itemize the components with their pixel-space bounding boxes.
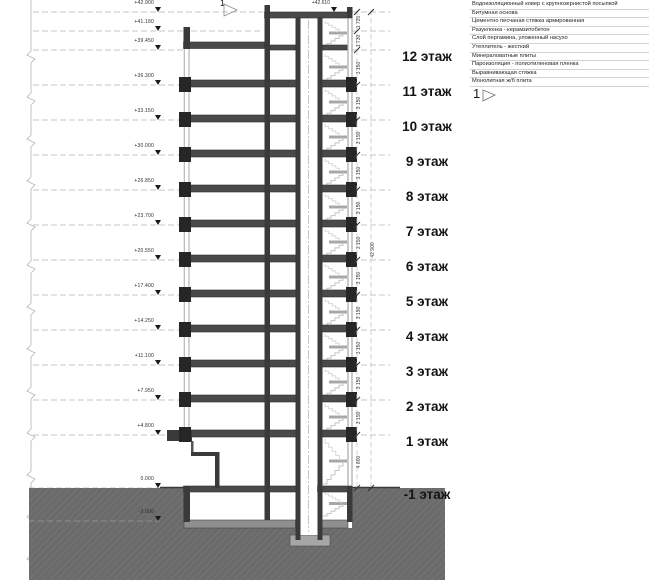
elevation-mark-arrow-icon	[155, 325, 161, 330]
floor-slab	[189, 255, 300, 262]
floor-slab	[189, 150, 300, 157]
stair-flight	[323, 504, 343, 516]
roof-legend	[470, 1, 649, 87]
stair-half-landing	[329, 311, 347, 314]
elevator-shaft-wall	[318, 17, 323, 540]
stair-flight	[323, 103, 343, 116]
stair-half-landing	[329, 276, 347, 279]
stair-half-landing	[329, 66, 347, 69]
stair-flight	[325, 299, 343, 310]
floor-slab	[189, 290, 300, 297]
ground-hatch-left	[29, 488, 184, 580]
bulkhead-roof-slab	[265, 12, 353, 18]
left-wall-spandrel-block	[179, 77, 191, 92]
elevation-mark-arrow-icon	[155, 483, 161, 488]
floor-label: 6 этаж	[405, 259, 449, 274]
right-parapet	[347, 7, 353, 18]
dimension-label: 3 150	[356, 201, 362, 214]
legend-item: Битумная основа	[470, 10, 649, 19]
floor-label: 1 этаж	[405, 434, 449, 449]
stair-half-landing	[329, 241, 347, 244]
floor-label: 7 этаж	[405, 224, 449, 239]
stair-flight	[325, 229, 343, 241]
left-wall-spandrel-block	[179, 357, 191, 372]
foundation-slab	[184, 520, 296, 528]
floor-label: 12 этаж	[402, 49, 452, 64]
elevation-mark-label: 0.000	[140, 476, 154, 482]
roof-elevation-mark: +42.610	[311, 0, 330, 6]
stair-half-landing	[329, 460, 347, 463]
floor-label: -1 этаж	[403, 487, 451, 502]
stair-half-landing	[329, 32, 347, 35]
stair-flight	[323, 34, 343, 47]
floor-label: 5 этаж	[405, 294, 449, 309]
dimension-label: 3 150	[356, 131, 362, 144]
detail-callout-flag-icon	[223, 3, 241, 19]
stair-half-landing	[329, 101, 347, 104]
legend-item: Слой пергамина, уложенный насухо	[470, 35, 649, 44]
left-wall-spandrel-block	[179, 252, 191, 267]
stair-flight	[325, 194, 343, 206]
dimension-label: 1 720	[356, 15, 362, 28]
elevation-mark-arrow-icon	[155, 290, 161, 295]
right-wall-basement	[347, 486, 353, 522]
floor-slab	[189, 220, 300, 227]
legend-item: Водоизоляционный ковер с крупнозернистой посыпкой	[470, 1, 649, 10]
floor-label: 11 этаж	[402, 84, 452, 99]
left-wall-basement	[184, 486, 191, 522]
floor-slab	[189, 325, 300, 332]
right-wall-spandrel-block	[346, 287, 357, 302]
legend-detail-flag-icon	[482, 89, 498, 103]
stair-flight	[323, 347, 343, 361]
left-wall-spandrel-block	[179, 322, 191, 337]
vestibule-slab	[191, 452, 219, 456]
left-wall-spandrel-block	[179, 427, 191, 442]
dimension-label: 3 150	[356, 61, 362, 74]
dimension-label: 1 730	[356, 34, 362, 47]
elevation-mark-arrow-icon	[155, 220, 161, 225]
elevation-mark-label: +33.150	[134, 108, 154, 114]
interior-wall	[265, 5, 271, 520]
elevation-mark-arrow-icon	[155, 395, 161, 400]
stair-half-landing	[329, 381, 347, 384]
stair-half-landing	[329, 502, 347, 505]
stair-flight	[323, 462, 343, 485]
elevation-mark-label: +23.700	[134, 213, 154, 219]
stair-half-landing	[329, 206, 347, 209]
left-wall-spandrel-block	[179, 287, 191, 302]
stair-flight	[325, 21, 343, 32]
elevation-mark-arrow-icon	[155, 360, 161, 365]
stair-flight	[325, 54, 343, 65]
stair-half-landing	[329, 416, 347, 419]
elevation-mark-arrow-icon	[155, 430, 161, 435]
vestibule-wall	[191, 441, 194, 453]
elevator-shaft-void	[301, 18, 318, 535]
floor-slab	[189, 185, 300, 192]
right-wall-spandrel-block	[346, 427, 357, 442]
right-wall-spandrel-block	[346, 252, 357, 267]
right-wall-spandrel-block	[346, 322, 357, 337]
floor-slab	[323, 45, 348, 50]
right-wall-spandrel-block	[346, 147, 357, 162]
stair-flight	[325, 264, 343, 275]
floor-slab	[270, 45, 296, 50]
legend-item: Монолитная ж/б плита	[470, 78, 649, 87]
stair-flight	[323, 312, 343, 326]
elevation-mark-arrow-icon	[155, 80, 161, 85]
floor-label: 2 этаж	[405, 399, 449, 414]
left-wall-spandrel-block	[179, 147, 191, 162]
floor-slab	[318, 486, 353, 492]
stair-half-landing	[329, 171, 347, 174]
dimension-label: 3 150	[356, 306, 362, 319]
elevation-mark-arrow-icon	[155, 516, 161, 521]
floor-slab	[189, 395, 300, 402]
foundation-slab	[322, 520, 348, 528]
elevation-mark-label: +4.800	[137, 423, 154, 429]
elevation-mark-label: +26.850	[134, 178, 154, 184]
stair-half-landing	[329, 346, 347, 349]
dimension-label: 3 150	[356, 341, 362, 354]
roof-legend-items	[470, 1, 649, 87]
elevation-mark-arrow-icon	[155, 26, 161, 31]
elevation-mark-label: +14.250	[134, 318, 154, 324]
stair-flight	[325, 159, 343, 171]
floor-label: 9 этаж	[405, 154, 449, 169]
left-wall-spandrel-block	[179, 112, 191, 127]
left-wall-spandrel-block	[179, 392, 191, 407]
stair-flight	[323, 138, 343, 151]
dimension-label: 3 150	[356, 271, 362, 284]
elevation-mark-arrow-icon	[155, 185, 161, 190]
elevation-mark-arrow-icon	[155, 255, 161, 260]
stair-flight	[325, 404, 343, 415]
elevation-mark-arrow-icon	[155, 115, 161, 120]
dimension-label: 3 150	[356, 166, 362, 179]
elevation-mark-arrow-icon	[155, 45, 161, 50]
detail-callout-number: 1	[220, 0, 226, 8]
floor-label: 3 этаж	[405, 364, 449, 379]
stair-flight	[323, 173, 343, 186]
floor-label: 8 этаж	[405, 189, 449, 204]
elevation-mark-arrow-icon	[155, 7, 161, 12]
stair-flight	[325, 369, 343, 380]
left-wall-spandrel-block	[179, 217, 191, 232]
vestibule-wall	[215, 452, 220, 488]
legend-item: Разуклонка - керамзитобетон	[470, 27, 649, 36]
floor-slab	[184, 42, 265, 49]
elevation-mark-label: +11.100	[134, 353, 154, 359]
right-wall-spandrel-block	[346, 217, 357, 232]
dimension-label: 3 150	[356, 376, 362, 389]
stair-flight	[325, 334, 343, 345]
elevation-mark-label: +20.550	[134, 248, 154, 254]
legend-item: Выравнивающая стяжка	[470, 70, 649, 79]
stair-flight	[323, 417, 343, 431]
legend-item: Минераловатные плиты	[470, 53, 649, 62]
dimension-label: 4 800	[356, 455, 362, 468]
roof-elevation-arrow-icon	[331, 7, 337, 12]
right-wall-spandrel-block	[346, 182, 357, 197]
right-wall-spandrel-block	[346, 112, 357, 127]
left-parapet	[184, 27, 191, 49]
stair-flight	[323, 208, 343, 221]
elevation-mark-label: +30.000	[134, 143, 154, 149]
stair-half-landing	[329, 136, 347, 139]
elevation-mark-label: +36.300	[134, 73, 154, 79]
elevator-shaft-wall	[296, 17, 301, 540]
elevation-mark-label: +42.900	[134, 0, 154, 6]
right-wall-spandrel-block	[346, 392, 357, 407]
stair-flight	[323, 243, 343, 256]
stair-flight	[325, 124, 343, 136]
elevation-mark-label: -3.000	[138, 509, 154, 515]
stair-flight	[323, 68, 343, 81]
floor-slab	[189, 80, 300, 87]
floor-slab	[189, 360, 300, 367]
floor-slab	[189, 115, 300, 122]
dimension-label: 3 150	[356, 236, 362, 249]
left-wall-spandrel-block	[179, 182, 191, 197]
elevation-mark-label: +41.180	[134, 19, 154, 25]
dimension-label: 3 150	[356, 96, 362, 109]
dimension-total-label: 42 900	[370, 242, 376, 258]
elevation-mark-label: +39.450	[134, 38, 154, 44]
legend-item: Цементно песчаная стяжка армированная	[470, 18, 649, 27]
right-wall-spandrel-block	[346, 357, 357, 372]
elevation-mark-label: +7.950	[137, 388, 154, 394]
stair-flight	[325, 492, 343, 502]
stair-flight	[323, 382, 343, 396]
floor-slab	[184, 486, 301, 492]
floor-label: 10 этаж	[402, 119, 452, 134]
stair-flight	[325, 439, 343, 460]
legend-item: Утеплитель - жесткий	[470, 44, 649, 53]
elevation-mark-label: +17.400	[134, 283, 154, 289]
floor-label: 4 этаж	[405, 329, 449, 344]
right-wall-spandrel-block	[346, 77, 357, 92]
legend-detail-number: 1	[473, 86, 481, 101]
floor-slab	[189, 430, 300, 437]
legend-item: Пароизоляция - полиэтиленовая пленка	[470, 61, 649, 70]
elevation-mark-arrow-icon	[155, 150, 161, 155]
stair-flight	[323, 277, 343, 291]
stair-flight	[325, 89, 343, 101]
dimension-label: 3 150	[356, 411, 362, 424]
